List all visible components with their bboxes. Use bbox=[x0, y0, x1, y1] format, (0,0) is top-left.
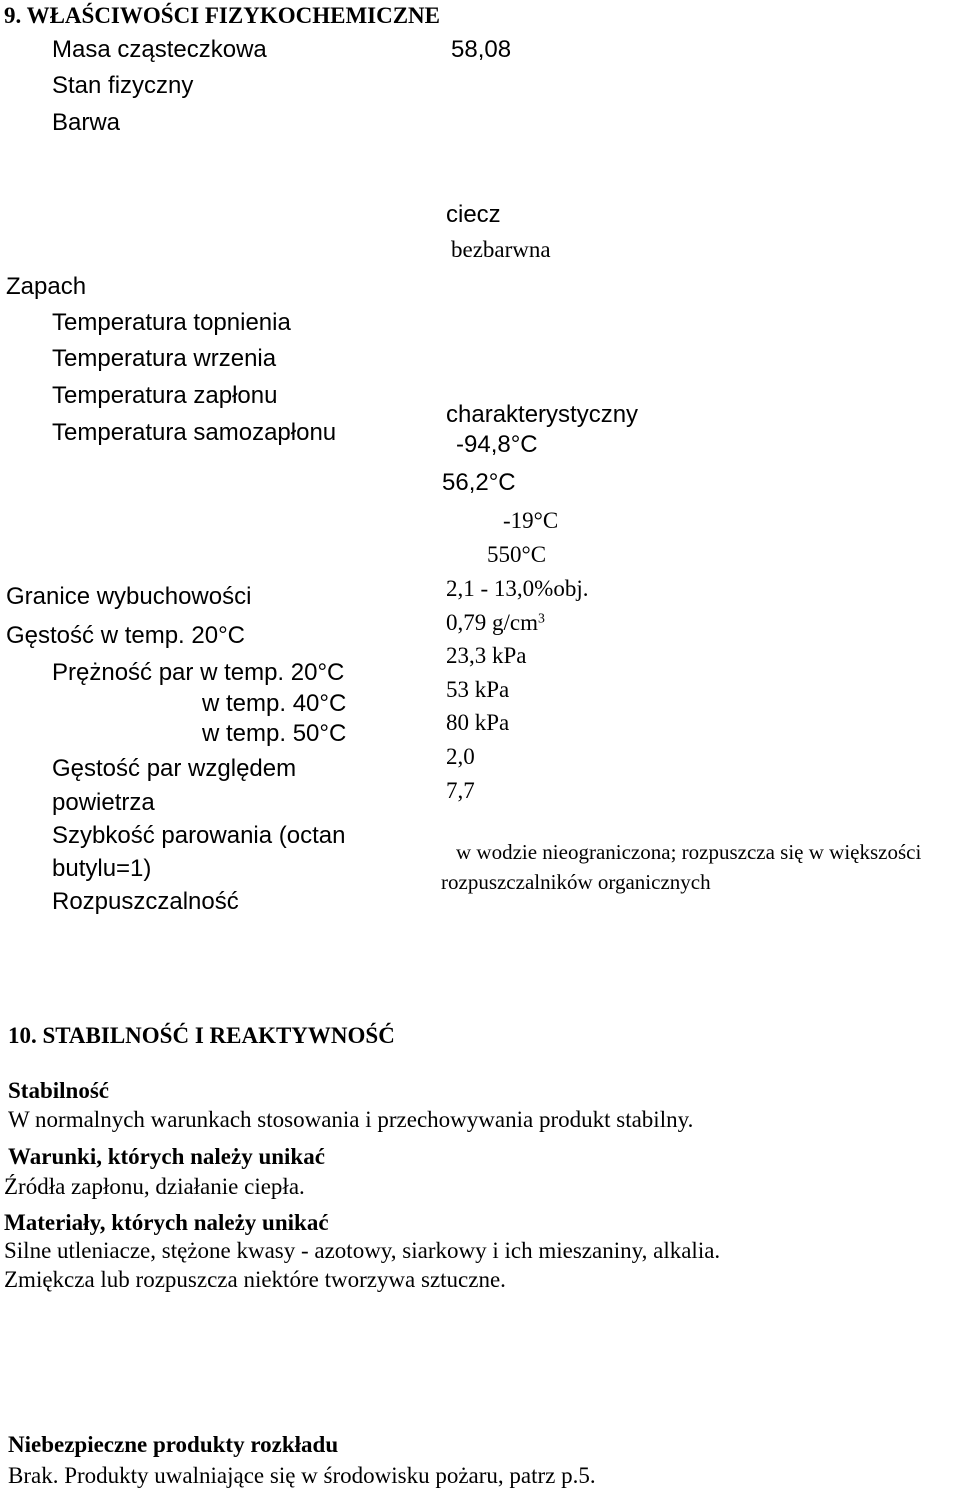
decomposition-heading: Niebezpieczne produkty rozkładu bbox=[8, 1432, 339, 1457]
value-solubility-line2: rozpuszczalników organicznych bbox=[441, 870, 711, 894]
label-vapor-density-line2: powietrza bbox=[52, 789, 155, 816]
value-color: bezbarwna bbox=[451, 237, 551, 262]
value-density-exponent: 3 bbox=[538, 610, 545, 626]
value-physical-state: ciecz bbox=[446, 201, 501, 228]
label-solubility: Rozpuszczalność bbox=[52, 888, 239, 915]
label-autoignition: Temperatura samozapłonu bbox=[52, 419, 337, 446]
label-physical-state: Stan fizyczny bbox=[52, 72, 194, 99]
value-explosion-limits: 2,1 - 13,0%obj. bbox=[446, 576, 589, 601]
label-boiling-point: Temperatura wrzenia bbox=[52, 345, 277, 372]
stability-text: W normalnych warunkach stosowania i przechowywania produkt stabilny. bbox=[8, 1107, 694, 1132]
materials-heading: Materiały, których należy unikać bbox=[4, 1210, 329, 1235]
label-evaporation-line1: Szybkość parowania (octan bbox=[52, 822, 346, 849]
value-flash-point: -19°C bbox=[503, 508, 559, 533]
value-odor: charakterystyczny bbox=[446, 401, 639, 428]
label-explosion-limits: Granice wybuchowości bbox=[6, 583, 252, 610]
label-evaporation-line2: butylu=1) bbox=[52, 855, 152, 882]
value-evaporation: 7,7 bbox=[446, 778, 475, 803]
value-melting-point: -94,8°C bbox=[456, 431, 538, 458]
decomposition-text: Brak. Produkty uwalniające się w środowisku pożaru, patrz p.5. bbox=[8, 1463, 596, 1488]
label-vapor-pressure-50: w temp. 50°C bbox=[202, 720, 347, 747]
value-vapor-density: 2,0 bbox=[446, 744, 475, 769]
label-vapor-pressure: Prężność par w temp. 20°C bbox=[52, 659, 345, 686]
value-autoignition: 550°C bbox=[487, 542, 547, 567]
section-10-heading: 10. STABILNOŚĆ I REAKTYWNOŚĆ bbox=[8, 1023, 395, 1048]
label-vapor-pressure-40: w temp. 40°C bbox=[202, 690, 347, 717]
value-vapor-pressure-40: 53 kPa bbox=[446, 677, 510, 702]
section-9-heading: 9. WŁAŚCIWOŚCI FIZYKOCHEMICZNE bbox=[4, 3, 441, 28]
label-color: Barwa bbox=[52, 109, 121, 136]
materials-text-line1: Silne utleniacze, stężone kwasy - azotowy, siarkowy i ich mieszaniny, alkalia. bbox=[4, 1238, 721, 1263]
value-boiling-point: 56,2°C bbox=[442, 469, 516, 496]
label-flash-point: Temperatura zapłonu bbox=[52, 382, 278, 409]
label-odor: Zapach bbox=[6, 273, 87, 300]
materials-text-line2: Zmiękcza lub rozpuszcza niektóre tworzywa sztuczne. bbox=[4, 1267, 506, 1292]
conditions-heading: Warunki, których należy unikać bbox=[8, 1144, 325, 1169]
value-molar-mass: 58,08 bbox=[451, 36, 512, 63]
label-vapor-density-line1: Gęstość par względem bbox=[52, 755, 297, 782]
value-solubility-line1: w wodzie nieograniczona; rozpuszcza się w większości bbox=[456, 840, 922, 864]
label-melting-point: Temperatura topnienia bbox=[52, 309, 291, 336]
value-density-number: 0,79 g/cm bbox=[446, 610, 538, 635]
stability-heading: Stabilność bbox=[8, 1078, 109, 1103]
label-molar-mass: Masa cząsteczkowa bbox=[52, 36, 267, 63]
label-density: Gęstość w temp. 20°C bbox=[6, 622, 246, 649]
value-density bbox=[446, 611, 545, 634]
value-vapor-pressure-20: 23,3 kPa bbox=[446, 643, 527, 668]
conditions-text: Źródła zapłonu, działanie ciepła. bbox=[4, 1174, 305, 1199]
value-vapor-pressure-50: 80 kPa bbox=[446, 710, 510, 735]
